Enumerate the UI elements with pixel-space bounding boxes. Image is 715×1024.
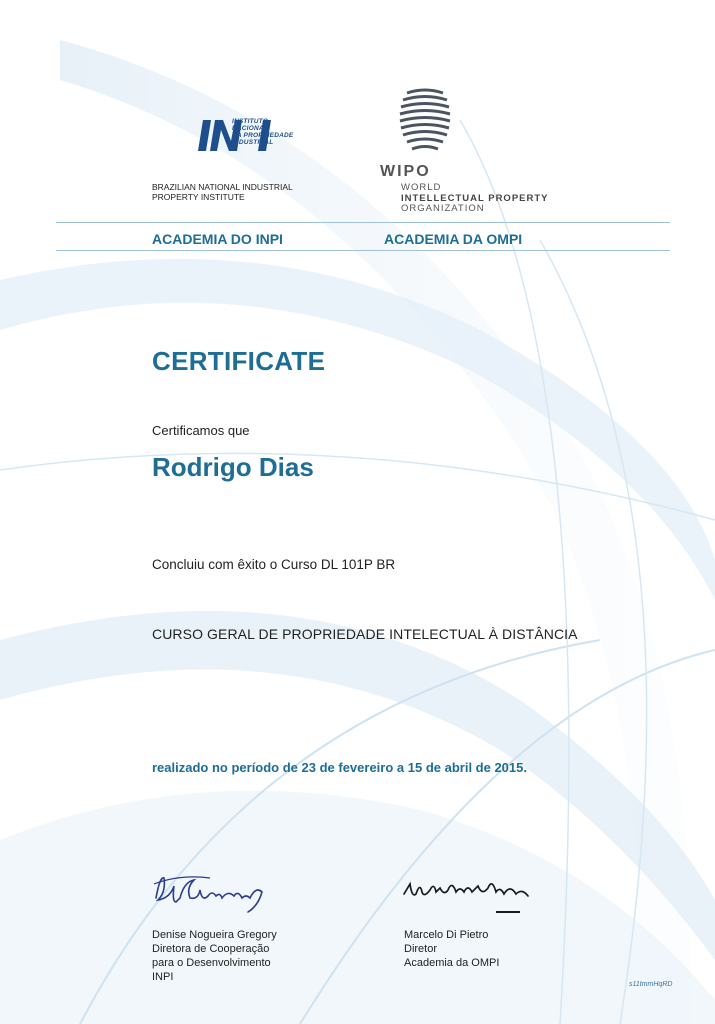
- inpi-english-name: BRAZILIAN NATIONAL INDUSTRIAL PROPERTY INSTITUTE: [152, 182, 293, 202]
- wipo-logo: [395, 85, 455, 161]
- certify-text: Certificamos que: [152, 423, 250, 438]
- course-name: CURSO GERAL DE PROPRIEDADE INTELECTUAL À DISTÂNCIA: [152, 626, 578, 642]
- recipient-name: Rodrigo Dias: [152, 452, 314, 482]
- wipo-acronym: WIPO: [380, 163, 431, 180]
- signature-right: [400, 872, 535, 920]
- certificate-title: CERTIFICATE: [152, 346, 326, 376]
- divider-bottom: [56, 250, 670, 251]
- signature-left: [150, 868, 280, 913]
- course-period: realizado no período de 23 de fevereiro a 15 de abril de 2015.: [152, 760, 527, 775]
- signatory-right: Marcelo Di Pietro Diretor Academia da OMPI: [404, 929, 500, 969]
- divider-top: [56, 222, 670, 223]
- inpi-full-name: INSTITUTO NACIONAL DA PROPRIEDADE INDUSTRIAL: [232, 118, 294, 146]
- signatory-left: Denise Nogueira Gregory Diretora de Cooperação para o Desenvolvimento INPI: [152, 929, 277, 983]
- completion-text: Concluiu com êxito o Curso DL 101P BR: [152, 557, 396, 572]
- verification-code: s11tmmHqRD: [629, 981, 673, 988]
- academy-inpi: ACADEMIA DO INPI: [152, 231, 283, 247]
- academy-ompi: ACADEMIA DA OMPI: [384, 231, 523, 247]
- wipo-full-name: WORLD INTELLECTUAL PROPERTY ORGANIZATION: [401, 182, 549, 214]
